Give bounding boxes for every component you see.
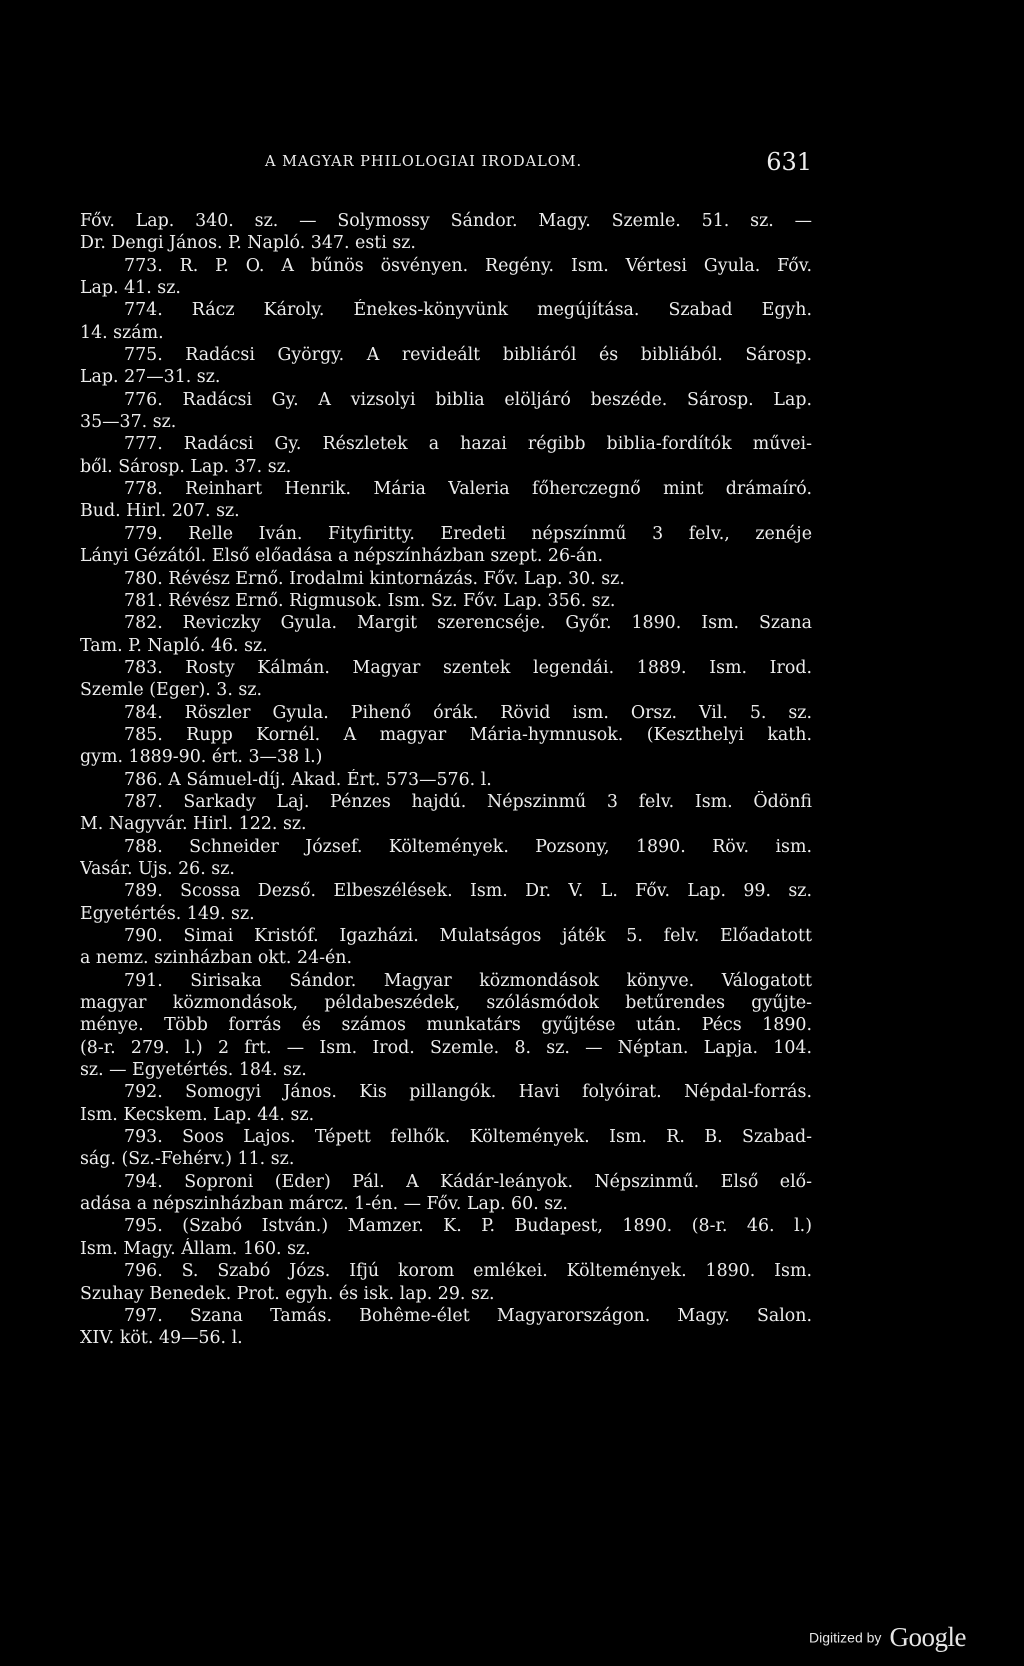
text-line: Szemle (Eger). 3. sz. [80,680,263,701]
text-line: 782. Reviczky Gyula. Margit szerencséje. Győr. 1890. Ism. Szana [124,613,812,634]
text-line: 773. R. P. O. A bűnös ösvényen. Regény. Ism. Vértesi Gyula. Főv. [124,255,812,276]
text-line: sz. — Egyetértés. 184. sz. [80,1060,307,1081]
text-line: XIV. köt. 49—56. l. [80,1328,243,1349]
text-line: Egyetértés. 149. sz. [80,903,255,924]
text-line: 792. Somogyi János. Kis pillangók. Havi folyóirat. Népdal-forrás. [124,1082,812,1103]
text-line: 788. Schneider József. Költemények. Pozsony, 1890. Röv. ism. [124,836,812,857]
digitization-credit [809,1622,966,1653]
text-line: 793. Soos Lajos. Tépett felhők. Költemények. Ism. R. B. Szabad- [124,1127,812,1148]
page-header [80,148,812,178]
text-line: 14. szám. [80,322,164,343]
text-line: Lap. 27—31. sz. [80,367,221,388]
text-line: Ism. Magy. Állam. 160. sz. [80,1238,311,1259]
text-line: 783. Rosty Kálmán. Magyar szentek legendái. 1889. Ism. Irod. [124,657,812,678]
text-line: Főv. Lap. 340. sz. — Solymossy Sándor. Magy. Szemle. 51. sz. — [80,211,812,231]
text-line: 774. Rácz Károly. Énekes-könyvünk megújítása. Szabad Egyh. [124,300,812,321]
text-line: 796. S. Szabó Józs. Ifjú korom emlékei. Költemények. 1890. Ism. [124,1261,812,1282]
text-line: Szuhay Benedek. Prot. egyh. és isk. lap. 29. sz. [80,1283,495,1304]
text-line: Ism. Kecskem. Lap. 44. sz. [80,1104,315,1125]
text-line: Dr. Dengi János. P. Napló. 347. esti sz. [80,233,416,254]
text-line: ság. (Sz.-Fehérv.) 11. sz. [80,1149,295,1170]
text-line: 786. A Sámuel-díj. Akad. Ért. 573—576. l. [124,769,492,790]
text-line: a nemz. szinházban okt. 24-én. [80,948,352,969]
text-line: 35—37. sz. [80,412,177,433]
text-line: magyar közmondások, példabeszédek, szólásmódok betűrendes gyűjte- [80,993,812,1014]
text-line: Tam. P. Napló. 46. sz. [80,635,268,656]
google-logo: Google [889,1622,966,1652]
text-line: ménye. Több forrás és számos munkatárs gyűjtése után. Pécs 1890. [80,1015,812,1036]
text-line: (8-r. 279. l.) 2 frt. — Ism. Irod. Szemle. 8. sz. — Néptan. Lapja. 104. [80,1037,812,1058]
text-line: 797. Szana Tamás. Bohême-élet Magyarországon. Magy. Salon. [124,1305,812,1326]
text-line: M. Nagyvár. Hirl. 122. sz. [80,814,307,835]
text-line: 777. Radácsi Gy. Részletek a hazai régibb biblia-fordítók művei- [124,434,812,455]
text-line: Lap. 41. sz. [80,278,181,299]
text-line: ből. Sárosp. Lap. 37. sz. [80,456,292,477]
text-line: 787. Sarkady Laj. Pénzes hajdú. Népszinmű 3 felv. Ism. Ödönfi [124,791,812,812]
text-line: 784. Röszler Gyula. Pihenő órák. Rövid ism. Orsz. Vil. 5. sz. [124,702,812,723]
text-line: 790. Simai Kristóf. Igazházi. Mulatságos játék 5. felv. Előadatott [124,926,812,946]
running-head: A MAGYAR PHILOLOGIAI IRODALOM. [265,154,583,170]
text-line: 781. Révész Ernő. Rigmusok. Ism. Sz. Főv. Lap. 356. sz. [124,590,616,611]
text-line: 778. Reinhart Henrik. Mária Valeria főherczegnő mint drámaíró. [124,479,812,500]
text-line: adása a népszinházban márcz. 1-én. — Főv. Lap. 60. sz. [80,1194,568,1215]
text-line: 794. Soproni (Eder) Pál. A Kádár-leányok. Népszinmű. Első elő- [124,1171,812,1192]
text-line: gym. 1889-90. ért. 3—38 l.) [80,747,323,768]
bibliography-text [80,210,812,1350]
text-line: 779. Relle Iván. Fityfiritty. Eredeti népszínmű 3 felv., zenéje [124,523,812,544]
text-line: 776. Radácsi Gy. A vizsolyi biblia elöljáró beszéde. Sárosp. Lap. [124,389,812,410]
digitized-by-label: Digitized by [809,1629,882,1646]
text-line: 795. (Szabó István.) Mamzer. K. P. Budapest, 1890. (8-r. 46. l.) [124,1216,812,1237]
text-line: 791. Sirisaka Sándor. Magyar közmondások könyve. Válogatott [124,970,812,991]
text-line: Lányi Gézától. Első előadása a népszínházban szept. 26-án. [80,546,604,567]
text-line: 775. Radácsi György. A revideált bibliáról és bibliából. Sárosp. [124,345,812,366]
text-line: Bud. Hirl. 207. sz. [80,501,240,522]
text-line: 789. Scossa Dezső. Elbeszélések. Ism. Dr. V. L. Főv. Lap. 99. sz. [124,881,812,902]
text-line: 785. Rupp Kornél. A magyar Mária-hymnusok. (Keszthelyi kath. [124,724,812,745]
text-line: Vasár. Ujs. 26. sz. [80,858,235,879]
text-line: 780. Révész Ernő. Irodalmi kintornázás. Főv. Lap. 30. sz. [124,568,625,589]
page-number: 631 [766,148,812,176]
